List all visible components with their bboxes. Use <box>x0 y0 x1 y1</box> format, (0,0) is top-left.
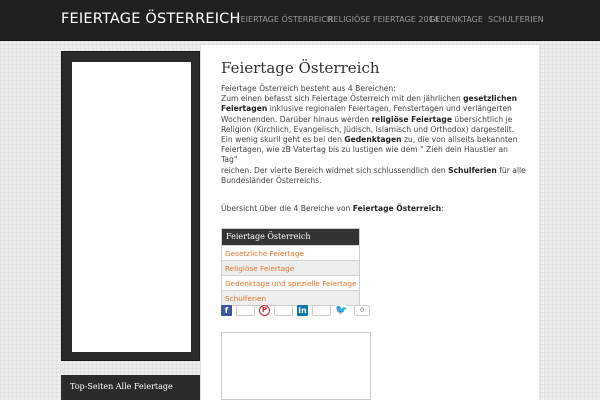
sidebar-ad-slot[interactable] <box>72 62 191 352</box>
pinterest-icon[interactable]: P <box>259 305 270 316</box>
top-navbar <box>0 0 600 41</box>
sidebar-widget-title: Top-Seiten Alle Feiertage <box>70 382 173 391</box>
social-share-bar <box>221 304 381 318</box>
linkedin-share-count <box>312 305 331 316</box>
twitter-share-count: 0 <box>354 305 370 316</box>
menu-link-gedenktage[interactable]: Gedenktage und spezielle Feiertage <box>222 275 359 290</box>
main-nav <box>0 15 600 29</box>
sections-menu-header[interactable]: Feiertage Österreich <box>222 229 359 245</box>
nav-item-religioese-feiertage[interactable]: RELIGIÖSE FEIERTAGE 2014 <box>328 15 439 24</box>
menu-link-religioese-feiertage[interactable]: Religiöse Feiertage <box>222 260 359 275</box>
nav-item-schulferien[interactable]: SCHULFERIEN <box>488 15 544 24</box>
nav-item-feiertage-oesterreich[interactable]: FEIERTAGE ÖSTERREICH <box>236 15 333 24</box>
sections-menu <box>221 228 360 306</box>
nav-item-gedenktage[interactable]: GEDENKTAGE <box>429 15 483 24</box>
twitter-icon[interactable]: 🐦 <box>335 305 348 316</box>
sidebar-ad-widget <box>61 51 200 361</box>
overview-line: Übersicht über die 4 Bereiche von Feiertage Österreich: <box>221 204 444 213</box>
main-content <box>200 45 540 400</box>
menu-link-schulferien[interactable]: Schulferien <box>222 290 359 305</box>
pinterest-share-count <box>274 305 293 316</box>
page-title: Feiertage Österreich <box>221 59 380 77</box>
facebook-icon[interactable]: f <box>221 305 232 316</box>
menu-link-gesetzliche-feiertage[interactable]: Gesetzliche Feiertage <box>222 245 359 260</box>
intro-paragraph: Feiertage Österreich besteht aus 4 Bereichen: Zum einen befasst sich Feiertage Österreich mit den jährlichen gesetzlichen Feiertagen inklusive regionalen Feiertagen, Fenstertagen und verlängerten Wochenenden. Darüber hinaus werden religiöse Feiertage übersichtlich je Religion (Kirchlich, Evangelisch, Jüdisch, Islamisch und Orthodox) dargestellt. Ein wenig skuril geht es bei den Gedenktagen zu, die von allseits bekannten Feiertagen, wie zB Vatertag bis zu lustigen wie dem " Zieh dein Haustier an Tag" reichen. Der vierte Bereich widmet sich schlussendlich den Schulferien für alle Bundesländer Österreichs. <box>221 84 526 185</box>
content-ad-slot[interactable] <box>221 332 371 400</box>
linkedin-icon[interactable]: in <box>298 306 307 315</box>
facebook-share-count <box>236 305 255 316</box>
site-brand-link[interactable]: FEIERTAGE ÖSTERREICH <box>61 11 241 27</box>
sidebar-widget <box>61 375 200 400</box>
